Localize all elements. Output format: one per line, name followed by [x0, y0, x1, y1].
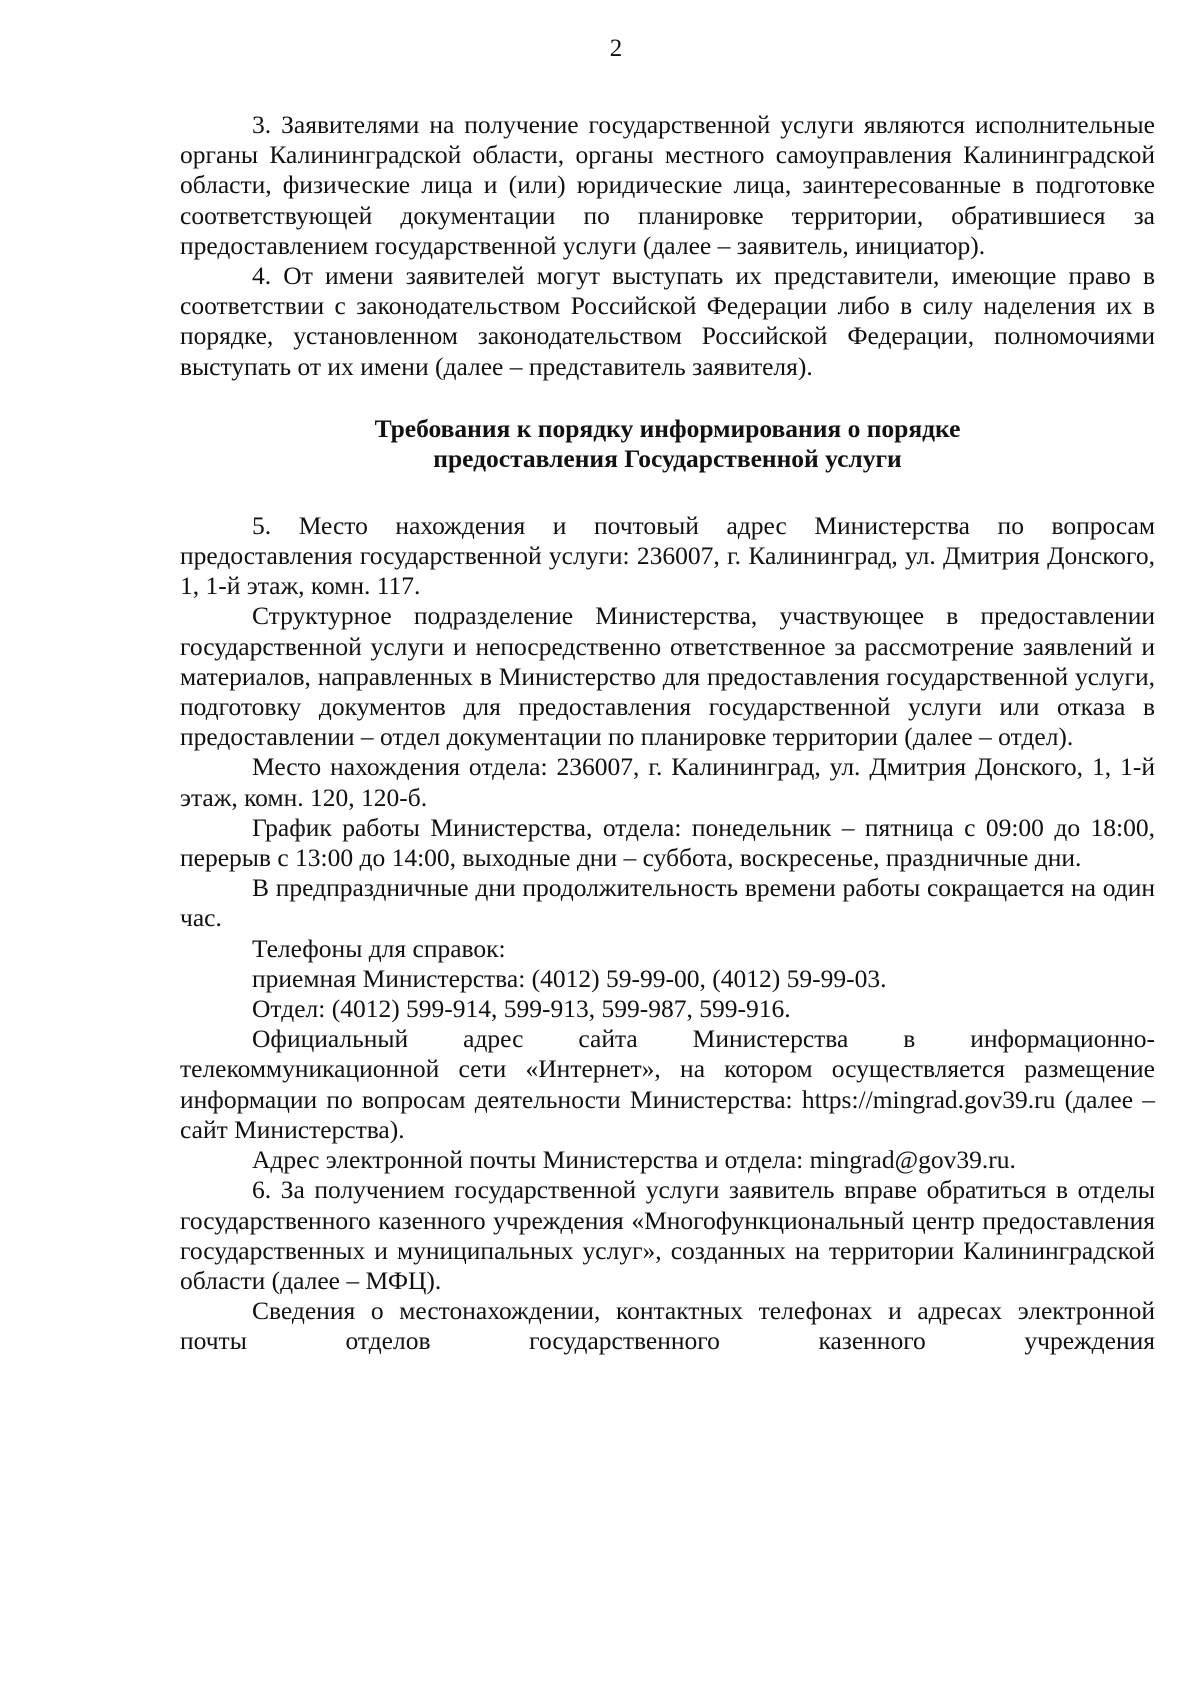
section-heading	[180, 414, 1155, 475]
paragraph-department-phones: Отдел: (4012) 599-914, 599-913, 599-987, 599-916.	[252, 994, 791, 1024]
paragraph-phones-heading: Телефоны для справок:	[252, 933, 506, 963]
paragraph-ministry-address: 5. Место нахождения и почтовый адрес Министерства по вопросам предоставления государственной услуги: 236007, г. Калининград, ул. Дмитрия Донского, 1, 1-й этаж, комн. 117.	[180, 510, 1155, 601]
paragraph-website: Официальный адрес сайта Министерства в информационно-телекоммуникационной сети «Интернет», на котором осуществляется размещение информации по вопросам деятельности Министерства: https://mingrad.gov39.ru (далее – сайт Министерства).	[180, 1024, 1155, 1144]
paragraph-reception-phones: приемная Министерства: (4012) 59-99-00, (4012) 59-99-03.	[252, 963, 887, 993]
document-body	[180, 110, 1155, 1357]
paragraph-email: Адрес электронной почты Министерства и отдела: mingrad@gov39.ru.	[252, 1145, 1016, 1175]
paragraph-pre-holiday-hours: В предпраздничные дни продолжительность времени работы сокращается на один час.	[180, 873, 1155, 933]
paragraph-applicants: 3. Заявителями на получение государственной услуги являются исполнительные органы Калининградской области, органы местного самоуправления Калининградской области, физические лица и (или) юридические лица, заинтересованные в подготовке соответствующей документации по планировке территории, обратившиеся за предоставлением государственной услуги (далее – заявитель, инициатор).	[180, 110, 1155, 260]
paragraph-representatives: 4. От имени заявителей могут выступать их представители, имеющие право в соответствии с законодательством Российской Федерации либо в силу наделения их в порядке, установленном законодательством Российской Федерации, полномочиями выступать от их имени (далее – представитель заявителя).	[180, 261, 1155, 381]
page-number: 2	[609, 35, 623, 62]
section-heading-line-2: предоставления Государственной услуги	[433, 444, 902, 474]
paragraph-mfc-info: Сведения о местонахождении, контактных телефонах и адресах электронной почты отделов государственного казенного учреждения	[180, 1296, 1155, 1356]
paragraph-department-location: Место нахождения отдела: 236007, г. Калининград, ул. Дмитрия Донского, 1, 1-й этаж, комн. 120, 120-б.	[180, 752, 1155, 812]
paragraph-structural-unit: Структурное подразделение Министерства, участвующее в предоставлении государственной услуги и непосредственно ответственное за рассмотрение заявлений и материалов, направленных в Министерство для предоставления государственной услуги, подготовку документов для предоставления государственной услуги или отказа в предоставлении – отдел документации по планировке территории (далее – отдел).	[180, 601, 1155, 752]
paragraph-work-schedule: График работы Министерства, отдела: понедельник – пятница с 09:00 до 18:00, перерыв с 13:00 до 14:00, выходные дни – суббота, воскресенье, праздничные дни.	[180, 812, 1155, 873]
paragraph-mfc: 6. За получением государственной услуги заявитель вправе обратиться в отделы государственного казенного учреждения «Многофункциональный центр предоставления государственных и муниципальных услуг», созданных на территории Калининградской области (далее – МФЦ).	[180, 1175, 1155, 1295]
section-heading-line-1: Требования к порядку информирования о порядке	[374, 413, 961, 443]
